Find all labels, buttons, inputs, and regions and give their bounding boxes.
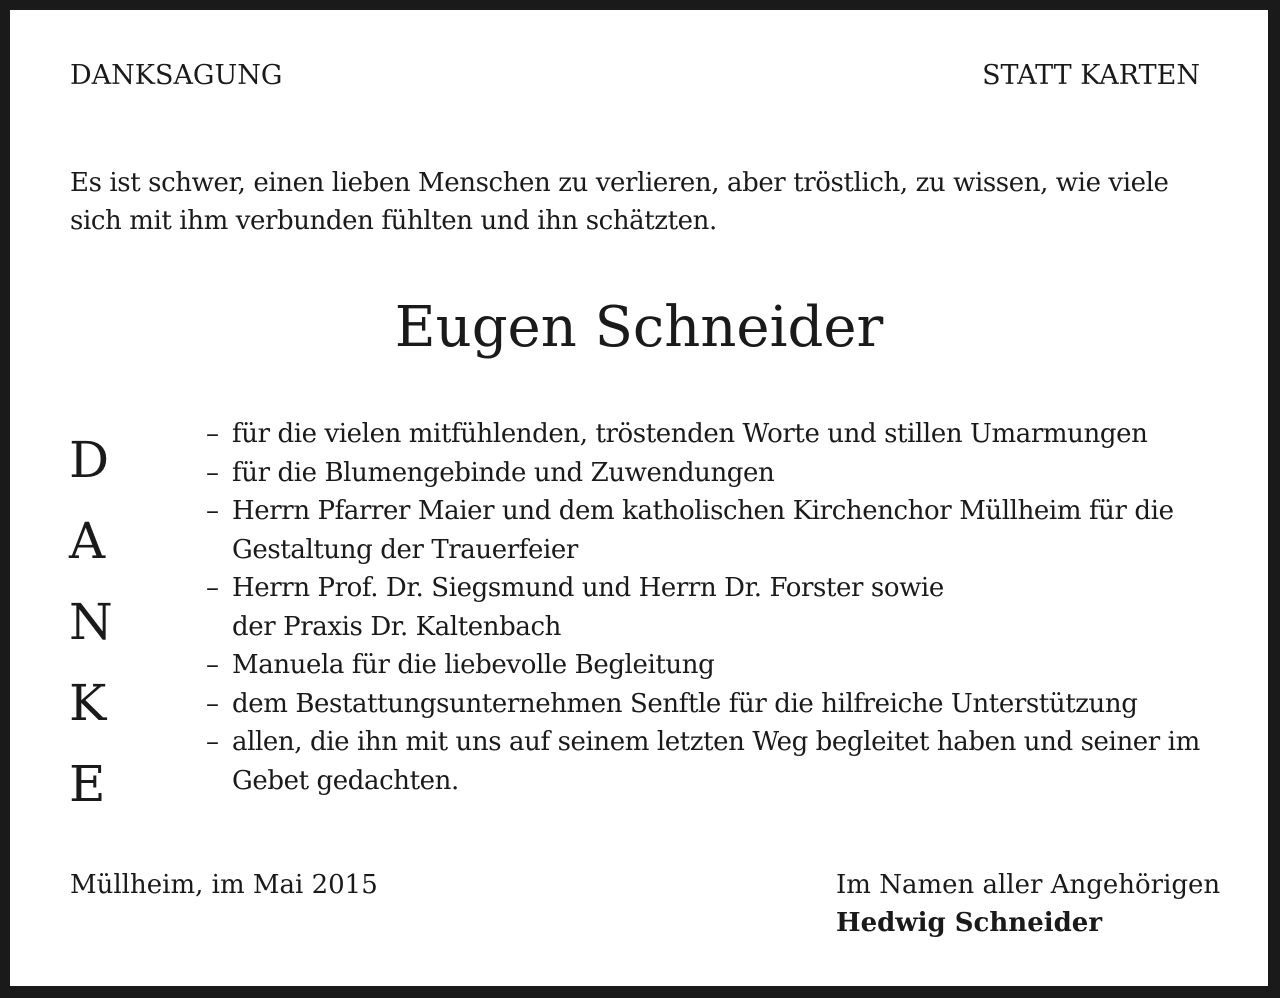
thanks-item-text: Herrn Prof. Dr. Siegsmund und Herrn Dr. Forster sowie der Praxis Dr. Kaltenbach	[232, 573, 944, 642]
danke-vertical	[69, 420, 119, 825]
danke-letter-d: D	[69, 431, 110, 489]
danke-letter-e: E	[69, 755, 106, 813]
header-statt-karten: STATT KARTEN	[982, 60, 1200, 91]
thanks-list	[206, 415, 1216, 800]
dash-bullet: –	[206, 419, 219, 449]
signature-block	[836, 866, 1220, 942]
dash-bullet: –	[206, 727, 219, 757]
thanks-item-text: für die Blumengebinde und Zuwendungen	[232, 457, 775, 488]
thanks-item	[206, 454, 1216, 493]
dash-bullet: –	[206, 650, 219, 680]
dash-bullet: –	[206, 573, 219, 603]
thanks-item	[206, 569, 972, 646]
header-danksagung: DANKSAGUNG	[70, 60, 283, 91]
thanks-item	[206, 646, 1216, 685]
obituary-card	[10, 10, 1268, 986]
thanks-item-text: dem Bestattungsunternehmen Senftle für die hilfreiche Unterstützung	[232, 688, 1138, 719]
dash-bullet: –	[206, 457, 219, 488]
thanks-item-text: Manuela für die liebevolle Begleitung	[232, 650, 715, 680]
deceased-name: Eugen Schneider	[394, 295, 884, 360]
danke-letter-a: A	[69, 512, 106, 570]
thanks-item-text: allen, die ihn mit uns auf seinem letzten Weg begleitet haben und seiner im Gebet gedachten.	[232, 727, 1200, 796]
dash-bullet: –	[206, 688, 219, 719]
thanks-item-text: Herrn Pfarrer Maier und dem katholischen Kirchenchor Müllheim für die Gestaltung der Trauerfeier	[232, 496, 1174, 565]
intro-text: Es ist schwer, einen lieben Menschen zu verlieren, aber tröstlich, zu wissen, wie viele sich mit ihm verbunden fühlten und ihn schätzten.	[70, 168, 1169, 236]
thanks-item	[206, 723, 1216, 800]
danke-letter-k: K	[69, 674, 107, 732]
danke-letter-n: N	[69, 593, 113, 651]
thanks-item	[206, 415, 1216, 454]
signer-name: Hedwig Schneider	[836, 908, 1103, 938]
thanks-item	[206, 685, 1216, 724]
thanks-item-text: für die vielen mitfühlenden, tröstenden Worte und stillen Umarmungen	[232, 419, 1148, 449]
dash-bullet: –	[206, 496, 219, 526]
place-date: Müllheim, im Mai 2015	[70, 870, 378, 900]
thanks-item	[206, 492, 1182, 569]
on-behalf-text: Im Namen aller Angehörigen	[836, 870, 1221, 900]
